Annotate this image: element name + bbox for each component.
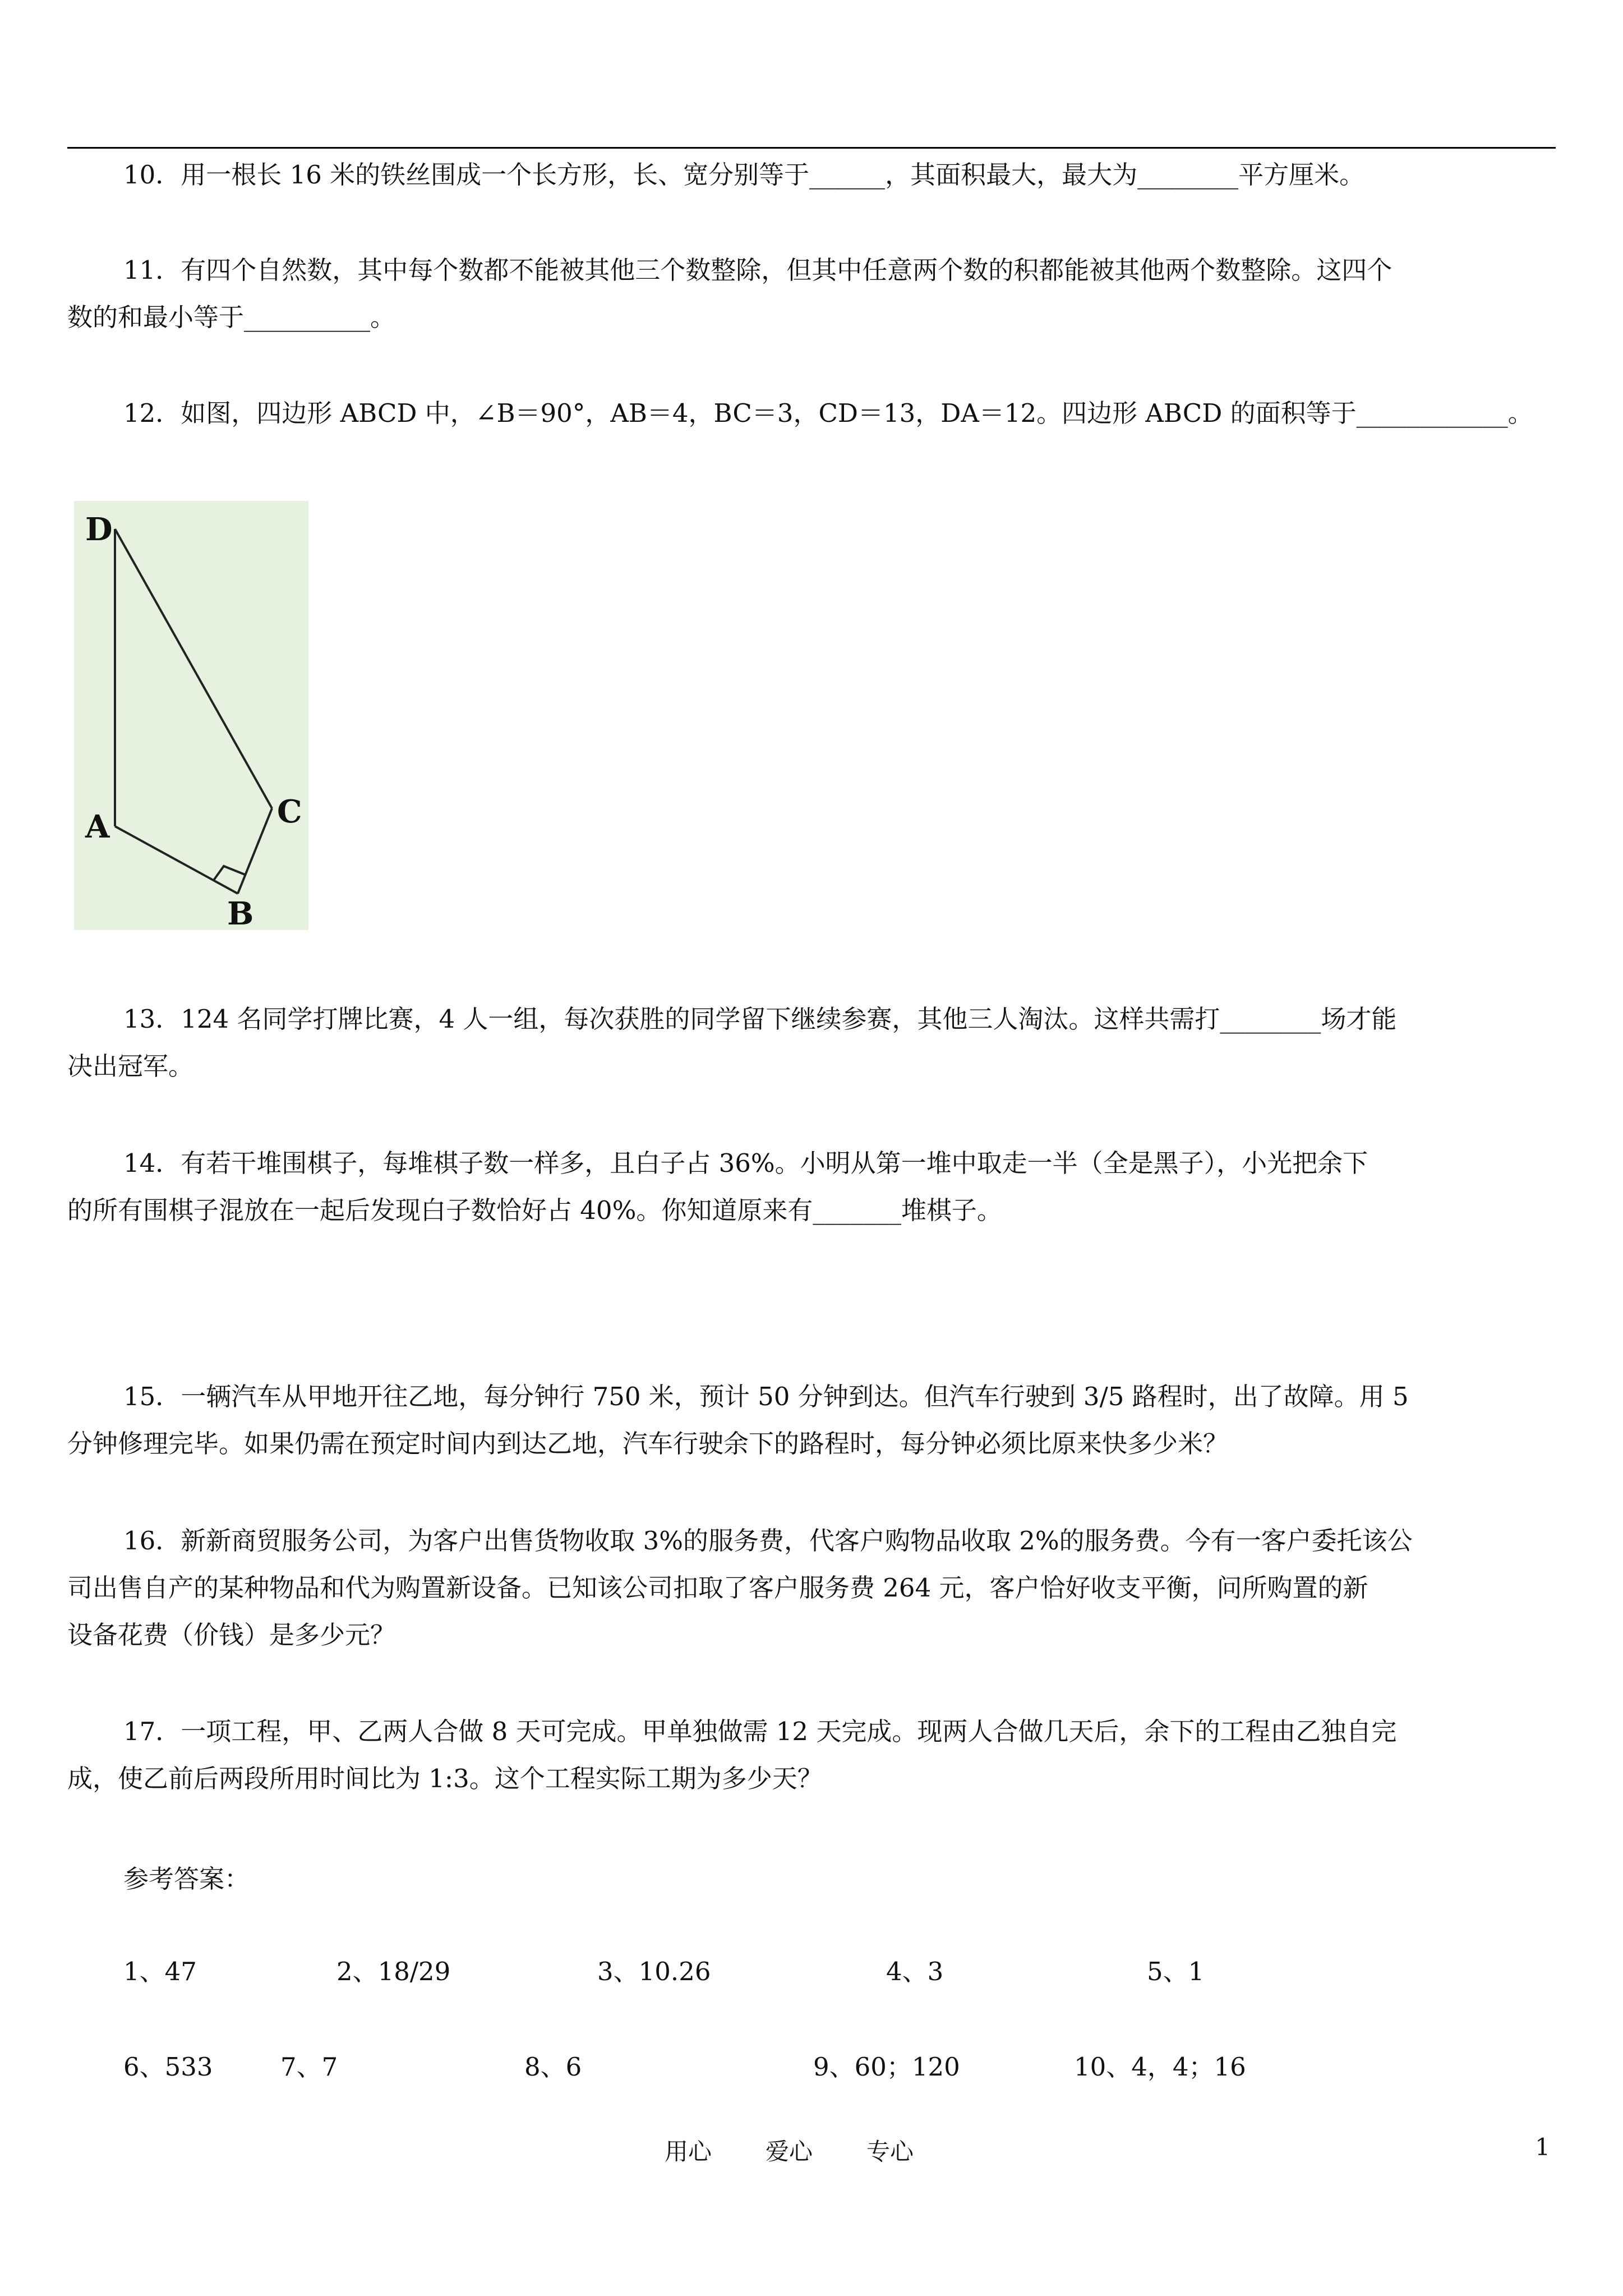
answer-9: 9、60；120 — [813, 2052, 960, 2082]
question-13-line-2: 决出冠军。 — [67, 1051, 194, 1081]
answer-7: 7、7 — [280, 2052, 338, 2082]
question-16 — [67, 1517, 1556, 1659]
vertex-label-c: C — [277, 793, 302, 830]
question-15-line-1: 15．一辆汽车从甲地开往乙地，每分钟行 750 米，预计 50 分钟到达。但汽车行驶到 3/5 路程时，出了故障。用 5 — [123, 1382, 1409, 1411]
answer-10: 10、4，4；16 — [1074, 2052, 1246, 2082]
edge-dc — [115, 529, 272, 808]
question-11 — [67, 247, 1556, 341]
question-10-text: 10．用一根长 16 米的铁丝围成一个长方形，长、宽分别等于______，其面积最大，最大为________平方厘米。 — [123, 160, 1365, 190]
question-13-line-1: 13．124 名同学打牌比赛，4 人一组，每次获胜的同学留下继续参赛，其他三人淘汰。这样共需打________场才能 — [123, 1004, 1397, 1034]
edge-ab — [115, 826, 238, 894]
header-rule — [67, 147, 1556, 149]
question-17-line-2: 成，使乙前后两段所用时间比为 1:3。这个工程实际工期为多少天？ — [67, 1764, 823, 1793]
question-17 — [67, 1708, 1556, 1802]
page-number: 1 — [1535, 2133, 1550, 2161]
quadrilateral-figure — [74, 501, 308, 930]
question-13 — [67, 996, 1556, 1090]
quadrilateral-diagram — [74, 501, 308, 930]
question-12-text: 12．如图，四边形 ABCD 中，∠B＝90°，AB＝4，BC＝3，CD＝13，DA＝12。四边形 ABCD 的面积等于____________。 — [123, 398, 1533, 428]
answer-4: 4、3 — [886, 1957, 944, 1986]
question-16-line-1: 16．新新商贸服务公司，为客户出售货物收取 3%的服务费，代客户购物品收取 2%的服务费。今有一客户委托该公 — [123, 1526, 1413, 1556]
question-14-line-2: 的所有围棋子混放在一起后发现白子数恰好占 40%。你知道原来有_______堆棋子。 — [67, 1195, 1002, 1225]
question-16-line-2: 司出售自产的某种物品和代为购置新设备。已知该公司扣取了客户服务费 264 元，客户恰好收支平衡，问所购置的新 — [67, 1573, 1368, 1603]
footer-middle: 爱心 — [766, 2138, 813, 2165]
right-angle-mark — [214, 866, 246, 880]
question-10 — [67, 151, 1556, 199]
answers-heading: 参考答案： — [123, 1864, 250, 1894]
question-17-line-1: 17．一项工程，甲、乙两人合做 8 天可完成。甲单独做需 12 天完成。现两人合做几天后，余下的工程由乙独自完 — [123, 1717, 1397, 1746]
question-14 — [67, 1140, 1556, 1234]
answer-2: 2、18/29 — [336, 1957, 451, 1986]
vertex-label-b: B — [227, 895, 254, 930]
footer-right: 专心 — [866, 2138, 914, 2165]
answer-3: 3、10.26 — [597, 1957, 711, 1986]
answer-5: 5、1 — [1147, 1957, 1205, 1986]
answer-6: 6、533 — [123, 2052, 213, 2082]
footer-left: 用心 — [665, 2138, 712, 2165]
answers-row-1 — [123, 1955, 1497, 1989]
answers-row-2 — [123, 2050, 1497, 2084]
answer-1: 1、47 — [123, 1957, 197, 1986]
edge-bc — [238, 808, 272, 894]
question-11-line-1: 11．有四个自然数，其中每个数都不能被其他三个数整除，但其中任意两个数的积都能被其他两个数整除。这四个 — [123, 255, 1393, 285]
vertex-label-d: D — [85, 511, 113, 548]
vertex-label-a: A — [85, 808, 110, 845]
question-11-line-2: 数的和最小等于__________。 — [67, 302, 396, 332]
question-15-line-2: 分钟修理完毕。如果仍需在预定时间内到达乙地，汽车行驶余下的路程时，每分钟必须比原来快多少米？ — [67, 1429, 1229, 1458]
answer-8: 8、6 — [524, 2052, 582, 2082]
question-16-line-3: 设备花费（价钱）是多少元？ — [67, 1620, 396, 1650]
question-15 — [67, 1373, 1556, 1467]
question-12 — [67, 390, 1556, 437]
question-14-line-1: 14．有若干堆围棋子，每堆棋子数一样多，且白子占 36%。小明从第一堆中取走一半（全是黑子），小光把余下 — [123, 1148, 1368, 1178]
